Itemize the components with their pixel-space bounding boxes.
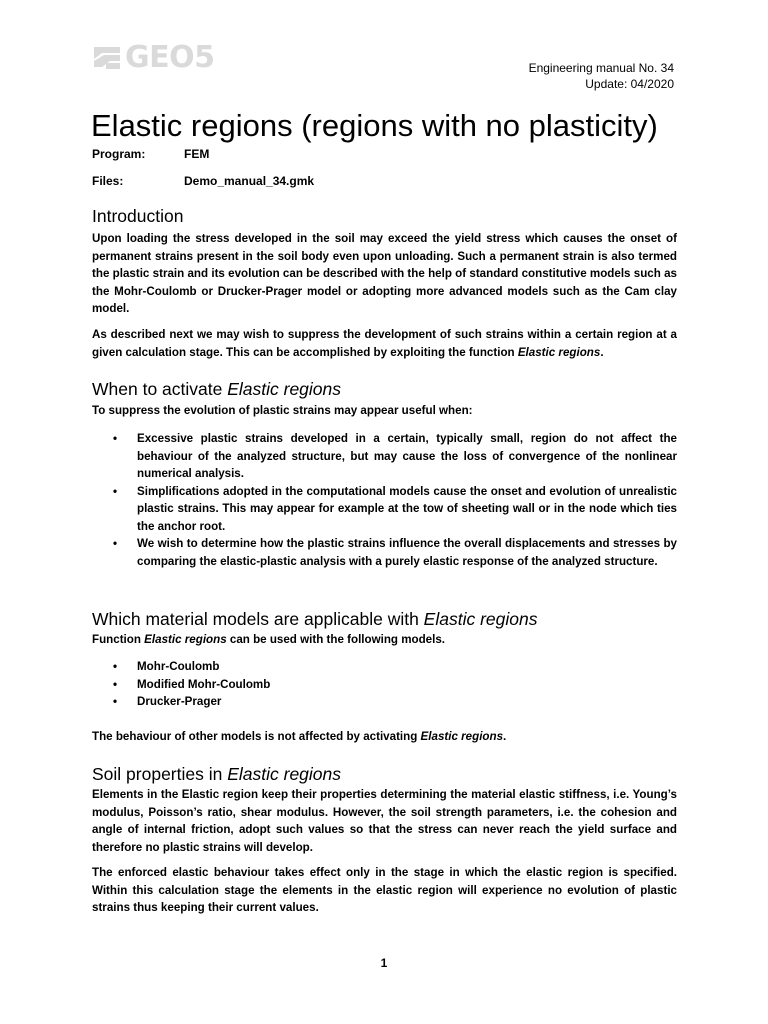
soil-heading: Soil properties in Elastic regions [92,764,342,784]
list-item: • Modified Mohr-Coulomb [92,676,677,694]
when-heading: When to activate Elastic regions [92,379,342,399]
header-info [529,60,674,92]
list-item: • Excessive plastic strains developed in a certain, typically small, region do not affect the behaviour of the analyzed structure, but may cause the loss of convergence of the nonlinear numerical analysis. [92,430,677,483]
elastic-regions-term: Elastic regions [517,345,601,359]
models-note: The behaviour of other models is not affected by activating Elastic regions. [92,730,507,743]
program-label: Program: [92,147,146,161]
soil-paragraph-2: The enforced elastic behaviour takes effect only in the stage in which the elastic region is specified. Within this calculation stage the elements in the elastic region will experience no evolution of plastic strains thus keeping their current values. [92,866,677,914]
soil-paragraph-1: Elements in the Elastic region keep their properties determining the material elastic stiffness, i.e. Young’s modulus, Poisson’s ratio, shear modulus. However, the soil strength parameters, i.e. the cohesion and angle of internal friction, adopt such values so that the stress can never reach the yield surface and therefore no plastic strains will develop. [92,788,677,854]
page-title: Elastic regions (regions with no plasticity) [91,108,658,143]
models-lead: Function Elastic regions can be used with the following models. [92,633,446,646]
files-value: Demo_manual_34.gmk [184,174,315,188]
intro-paragraph-2: As described next we may wish to suppress the development of such strains within a certain region at a given calculation stage. This can be accomplished by exploiting the function Elastic regions. [92,328,677,359]
program-value: FEM [184,147,210,161]
when-lead: To suppress the evolution of plastic strains may appear useful when: [92,404,473,417]
models-list [92,658,677,711]
files-row [92,174,314,188]
intro-heading: Introduction [92,206,184,226]
when-list [92,430,677,570]
program-row [92,147,209,161]
list-item: • We wish to determine how the plastic strains influence the overall displacements and stresses by comparing the elastic-plastic analysis with a purely elastic response of the analyzed structure. [92,535,677,570]
list-item: • Simplifications adopted in the computational models cause the onset and evolution of unrealistic plastic strains. This may appear for example at the tow of sheeting wall or in the node which ties the anchor root. [92,483,677,536]
intro-paragraph-1: Upon loading the stress developed in the soil may exceed the yield stress which causes the onset of permanent strains present in the soil body even upon unloading. Such a permanent strain is also termed the plastic strain and its evolution can be described with the help of standard constitutive models such as the Mohr-Coulomb or Drucker-Prager model or adopting more advanced models such as the Cam clay model. [92,232,677,315]
logo-text: GEO5 [125,40,215,75]
list-item: • Drucker-Prager [92,693,677,711]
files-label: Files: [92,174,124,188]
page-number: 1 [380,956,388,970]
list-item: • Mohr-Coulomb [92,658,677,676]
geo5-logo [92,40,215,75]
models-heading: Which material models are applicable with Elastic regions [92,609,538,629]
manual-number: Engineering manual No. 34 [528,61,674,75]
update-date: Update: 04/2020 [585,77,674,91]
geo5-logo-icon [92,44,122,72]
